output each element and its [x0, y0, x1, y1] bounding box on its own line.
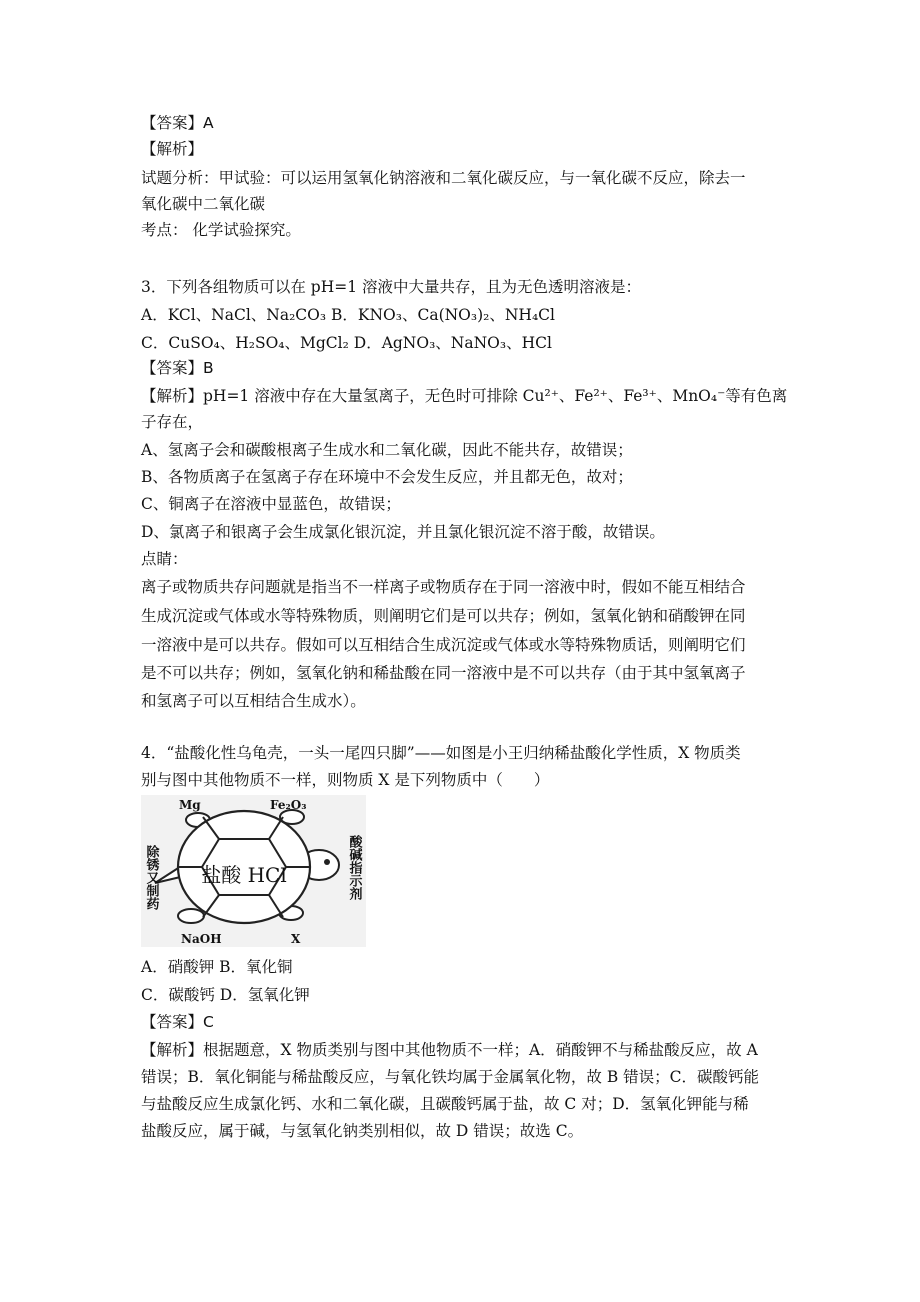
- q3-analysis-line: 子存在，: [141, 413, 204, 431]
- q3-analysis-line: 【解析】pH=1 溶液中存在大量氢离子，无色时可排除 Cu²⁺、Fe²⁺、Fe³⁺、MnO₄⁻等有色离: [141, 387, 788, 405]
- q2-analysis-line: 试题分析：甲试验：可以运用氢氧化钠溶液和二氧化碳反应，与一氧化碳不反应，除去一: [141, 169, 746, 187]
- q4-analysis-line: 与盐酸反应生成氯化钙、水和二氧化碳，且碳酸钙属于盐，故 C 对；D．氢氧化钾能与稀: [141, 1095, 749, 1113]
- answer-label: 【答案】: [141, 114, 204, 132]
- q3-note-line: 一溶液中是可以共存。假如可以互相结合生成沉淀或气体或水等特殊物质话，则阐明它们: [141, 636, 746, 654]
- q4-stem: 别与图中其他物质不一样，则物质 X 是下列物质中（ ）: [141, 771, 550, 789]
- label-center-hcl: 盐酸 HCl: [201, 863, 287, 887]
- q3-stem: 3．下列各组物质可以在 pH=1 溶液中大量共存，且为无色透明溶液是：: [141, 278, 642, 296]
- q3-explain-b: B、各物质离子在氢离子存在环境中不会发生反应，并且都无色，故对；: [141, 468, 633, 486]
- turtle-leg: [178, 909, 204, 923]
- q2-answer: [141, 112, 214, 134]
- q4-analysis-line: 错误；B．氧化铜能与稀盐酸反应，与氧化铁均属于金属氧化物，故 B 错误；C．碳酸钙能: [141, 1068, 759, 1086]
- label-right-vertical: 酸碱指示剂: [346, 835, 362, 900]
- q4-options-ab: A．硝酸钾 B．氧化铜: [141, 958, 293, 976]
- q2-analysis-title: 【解析】: [141, 140, 204, 158]
- turtle-eye: [324, 859, 330, 865]
- q3-options-ab: A．KCl、NaCl、Na₂CO₃ B．KNO₃、Ca(NO₃)₂、NH₄Cl: [141, 306, 555, 324]
- q4-analysis-line: 【解析】根据题意，X 物质类别与图中其他物质不一样；A．硝酸钾不与稀盐酸反应，故 A: [141, 1041, 758, 1059]
- label-x: X: [291, 932, 301, 946]
- q3-note-line: 和氢离子可以互相结合生成水）。: [141, 692, 366, 710]
- q4-stem: 4．“盐酸化性乌龟壳，一头一尾四只脚”——如图是小王归纳稀盐酸化学性质，X 物质类: [141, 744, 741, 762]
- answer-value: C: [203, 1013, 214, 1031]
- answer-label: 【答案】: [141, 1013, 204, 1031]
- answer-label: 【答案】: [141, 359, 204, 377]
- q3-note-line: 离子或物质共存问题就是指当不一样离子或物质存在于同一溶液中时，假如不能互相结合: [141, 578, 746, 596]
- q3-note-line: 生成沉淀或气体或水等特殊物质，则阐明它们是可以共存；例如，氢氧化钠和硝酸钾在同: [141, 607, 746, 625]
- q3-options-cd: C．CuSO₄、H₂SO₄、MgCl₂ D．AgNO₃、NaNO₃、HCl: [141, 334, 552, 352]
- turtle-diagram: [141, 795, 366, 947]
- q3-explain-c: C、铜离子在溶液中显蓝色，故错误；: [141, 495, 401, 513]
- q2-analysis-line: 氧化碳中二氧化碳: [141, 195, 266, 213]
- label-left-vertical: 除锈又制药: [143, 845, 159, 910]
- q3-explain-d: D、氯离子和银离子会生成氯化银沉淀，并且氯化银沉淀不溶于酸，故错误。: [141, 523, 665, 541]
- label-mg: Mg: [179, 798, 201, 812]
- answer-value: B: [203, 359, 214, 377]
- answer-value: A: [203, 114, 214, 132]
- label-naoh: NaOH: [181, 932, 222, 946]
- q4-options-cd: C．碳酸钙 D．氢氧化钾: [141, 986, 310, 1004]
- q3-answer: [141, 357, 214, 379]
- q4-analysis-line: 盐酸反应，属于碱，与氢氧化钠类别相似，故 D 错误；故选 C。: [141, 1122, 584, 1140]
- q3-note-line: 是不可以共存；例如，氢氧化钠和稀盐酸在同一溶液中是不可以共存（由于其中氢氧离子: [141, 664, 746, 682]
- label-fe2o3: Fe₂O₃: [270, 798, 307, 812]
- q2-kaodian: 考点： 化学试验探究。: [141, 221, 301, 239]
- q3-dianjing: 点睛：: [141, 550, 188, 568]
- q4-answer: [141, 1011, 214, 1033]
- q3-explain-a: A、氢离子会和碳酸根离子生成水和二氧化碳，因此不能共存，故错误；: [141, 441, 633, 459]
